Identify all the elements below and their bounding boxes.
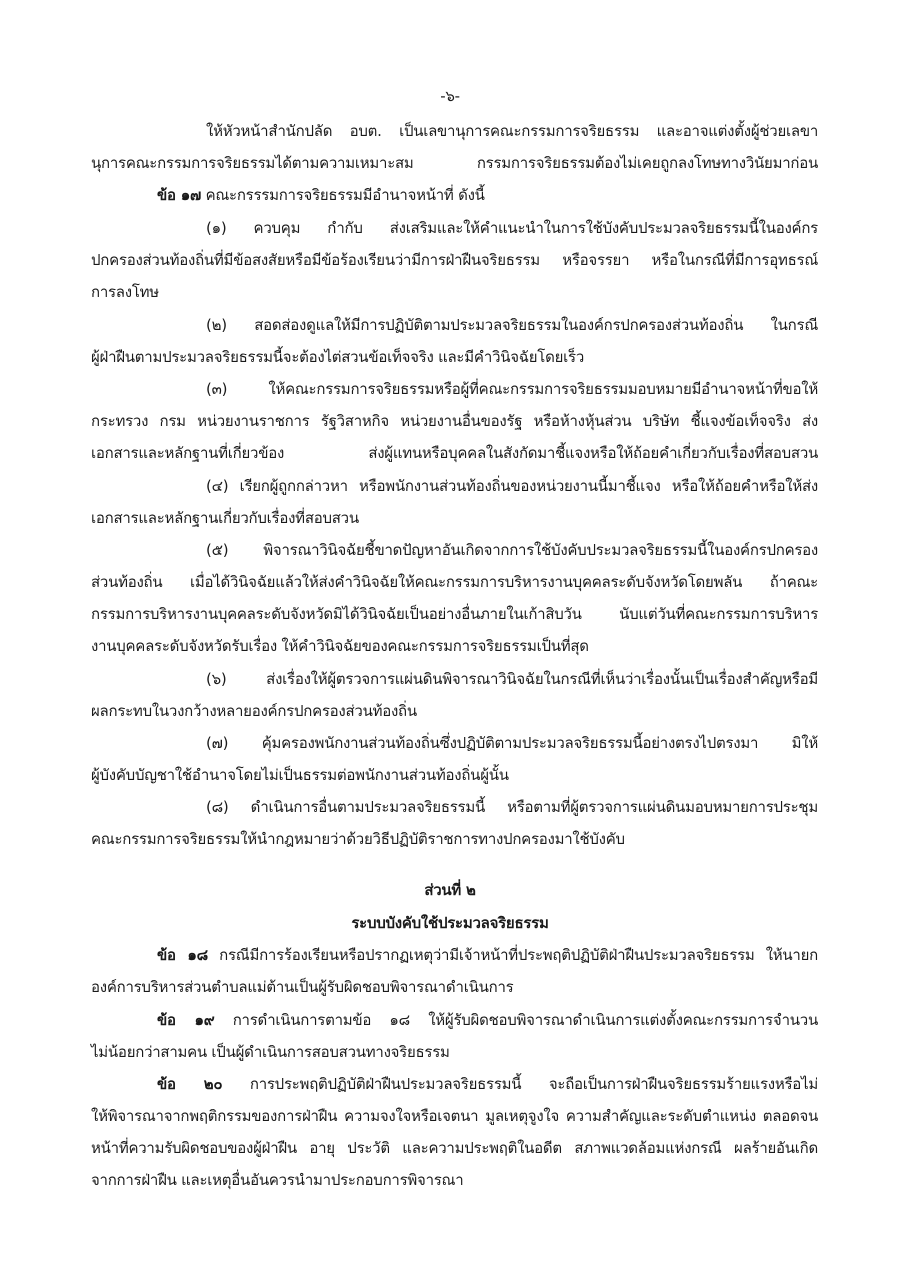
list-item-line: (๔) เรียกผู้ถูกกล่าวหา หรือพนักงานส่วนท้องถิ่นของหน่วยงานนี้มาชี้แจง หรือให้ถ้อยคำหรือให้ส่ง <box>206 477 818 495</box>
list-item-line: ผู้ฝ่าฝืนตามประมวลจริยธรรมนี้จะต้องไต่สวนข้อเท็จจริง และมีคำวินิจฉัยโดยเร็ว <box>91 348 584 366</box>
paragraph-line: นุการคณะกรรมการจริยธรรมได้ตามความเหมาะสม กรรมการจริยธรรมต้องไม่เคยถูกลงโทษทางวินัยมาก่อน <box>91 154 818 172</box>
clause-heading <box>157 185 485 205</box>
list-item-line: เอกสารและหลักฐานเกี่ยวกับเรื่องที่สอบสวน <box>91 509 359 527</box>
list-item-line: ผลกระทบในวงกว้างหลายองค์กรปกครองส่วนท้องถิ่น <box>91 702 417 720</box>
clause-text: การประพฤติปฏิบัติฝ่าฝืนประมวลจริยธรรมนี้ จะถือเป็นการฝ่าฝืนจริยธรรมร้ายแรงหรือไม่ <box>249 1075 818 1093</box>
list-item-line: (๓) ให้คณะกรรมการจริยธรรมหรือผู้ที่คณะกรรมการจริยธรรมมอบหมายมีอำนาจหน้าที่ขอให้ <box>206 380 818 398</box>
section-heading: ส่วนที่ ๒ <box>424 881 476 899</box>
list-item-line: (๗) คุ้มครองพนักงานส่วนท้องถิ่นซึ่งปฏิบัติตามประมวลจริยธรรมนี้อย่างตรงไปตรงมา มิให้ <box>206 734 818 752</box>
list-item-line: (๖) ส่งเรื่องให้ผู้ตรวจการแผ่นดินพิจารณาวินิจฉัยในกรณีที่เห็นว่าเรื่องนั้นเป็นเรื่องสำคัญหรือมี <box>206 670 818 688</box>
list-item-line: ปกครองส่วนท้องถิ่นที่มีข้อสงสัยหรือมีข้อร้องเรียนว่ามีการฝ่าฝืนจริยธรรม หรือจรรยา หรือในกรณีที่มีการอุทธรณ์ <box>91 251 818 269</box>
list-item-line: กระทรวง กรม หน่วยงานราชการ รัฐวิสาหกิจ หน่วยงานอื่นของรัฐ หรือห้างหุ้นส่วน บริษัท ชี้แจงข้อเท็จจริง ส่ง <box>91 412 818 430</box>
clause-line <box>157 1074 818 1094</box>
clause-number: ข้อ ๑๘ <box>157 946 208 964</box>
clause-line: องค์การบริหารส่วนตำบลแม่ต้านเป็นผู้รับผิดชอบพิจารณาดำเนินการ <box>91 978 514 996</box>
list-item-line: ส่วนท้องถิ่น เมื่อได้วินิจฉัยแล้วให้ส่งคำวินิจฉัยให้คณะกรรมการบริหารงานบุคคลระดับจังหวัดโดยพลัน ถ้าคณะ <box>91 573 818 591</box>
clause-number: ข้อ ๒๐ <box>157 1075 223 1093</box>
list-item-line: กรรมการบริหารงานบุคคลระดับจังหวัดมิได้วินิจฉัยเป็นอย่างอื่นภายในเก้าสิบวัน นับแต่วันที่คณะกรรมการบริหาร <box>91 605 818 623</box>
clause-text: การดำเนินการตามข้อ ๑๘ ให้ผู้รับผิดชอบพิจารณาดำเนินการแต่งตั้งคณะกรรมการจำนวน <box>232 1011 818 1029</box>
clause-number: ข้อ ๑๙ <box>157 1011 215 1029</box>
clause-line <box>157 1010 818 1030</box>
list-item-line: งานบุคคลระดับจังหวัดรับเรื่อง ให้คำวินิจฉัยของคณะกรรมการจริยธรรมเป็นที่สุด <box>91 637 589 655</box>
list-item-line: การลงโทษ <box>91 283 159 301</box>
clause-line: ไม่น้อยกว่าสามคน เป็นผู้ดำเนินการสอบสวนทางจริยธรรม <box>91 1043 450 1061</box>
clause-text: คณะกรรรมการจริยธรรมมีอำนาจหน้าที่ ดังนี้ <box>205 186 485 204</box>
clause-line: หน้าที่ความรับผิดชอบของผู้ฝ่าฝืน อายุ ประวัติ และความประพฤติในอดีต สภาพแวดล้อมแห่งกรณี ผลร้ายอันเกิด <box>91 1139 818 1157</box>
list-item-line: (๑) ควบคุม กำกับ ส่งเสริมและให้คำแนะนำในการใช้บังคับประมวลจริยธรรมนี้ในองค์กร <box>206 219 818 237</box>
section-title: ระบบบังคับใช้ประมวลจริยธรรม <box>351 914 549 932</box>
list-item-line: คณะกรรมการจริยธรรมให้นำกฎหมายว่าด้วยวิธีปฏิบัติราชการทางปกครองมาใช้บังคับ <box>91 830 625 848</box>
list-item-line: (๒) สอดส่องดูแลให้มีการปฏิบัติตามประมวลจริยธรรมในองค์กรปกครองส่วนท้องถิ่น ในกรณี <box>206 316 818 334</box>
clause-number: ข้อ ๑๗ <box>157 186 202 204</box>
page-number: -๖- <box>440 87 460 105</box>
list-item-line: ผู้บังคับบัญชาใช้อำนาจโดยไม่เป็นธรรมต่อพนักงานส่วนท้องถิ่นผู้นั้น <box>91 766 509 784</box>
paragraph-line: ให้หัวหน้าสำนักปลัด อบต. เป็นเลขานุการคณะกรรมการจริยธรรม และอาจแต่งตั้งผู้ช่วยเลขา <box>206 122 818 140</box>
list-item-line: เอกสารและหลักฐานที่เกี่ยวข้อง ส่งผู้แทนหรือบุคคลในสังกัดมาชี้แจงหรือให้ถ้อยคำเกี่ยวกับเรื่องที่สอบสวน <box>91 444 818 462</box>
clause-line: ให้พิจารณาจากพฤติกรรมของการฝ่าฝืน ความจงใจหรือเจตนา มูลเหตุจูงใจ ความสำคัญและระดับตำแหน่ง ตลอดจน <box>91 1107 818 1125</box>
clause-line: จากการฝ่าฝืน และเหตุอื่นอันควรนำมาประกอบการพิจารณา <box>91 1171 464 1189</box>
list-item-line: (๘) ดำเนินการอื่นตามประมวลจริยธรรมนี้ หรือตามที่ผู้ตรวจการแผ่นดินมอบหมายการประชุม <box>206 798 818 816</box>
clause-text: กรณีมีการร้องเรียนหรือปรากฏเหตุว่ามีเจ้าหน้าที่ประพฤติปฏิบัติฝ่าฝืนประมวลจริยธรรม ให้นายก <box>219 946 818 964</box>
list-item-line: (๕) พิจารณาวินิจฉัยชี้ขาดปัญหาอันเกิดจากการใช้บังคับประมวลจริยธรรมนี้ในองค์กรปกครอง <box>206 541 818 559</box>
clause-line <box>157 945 818 965</box>
